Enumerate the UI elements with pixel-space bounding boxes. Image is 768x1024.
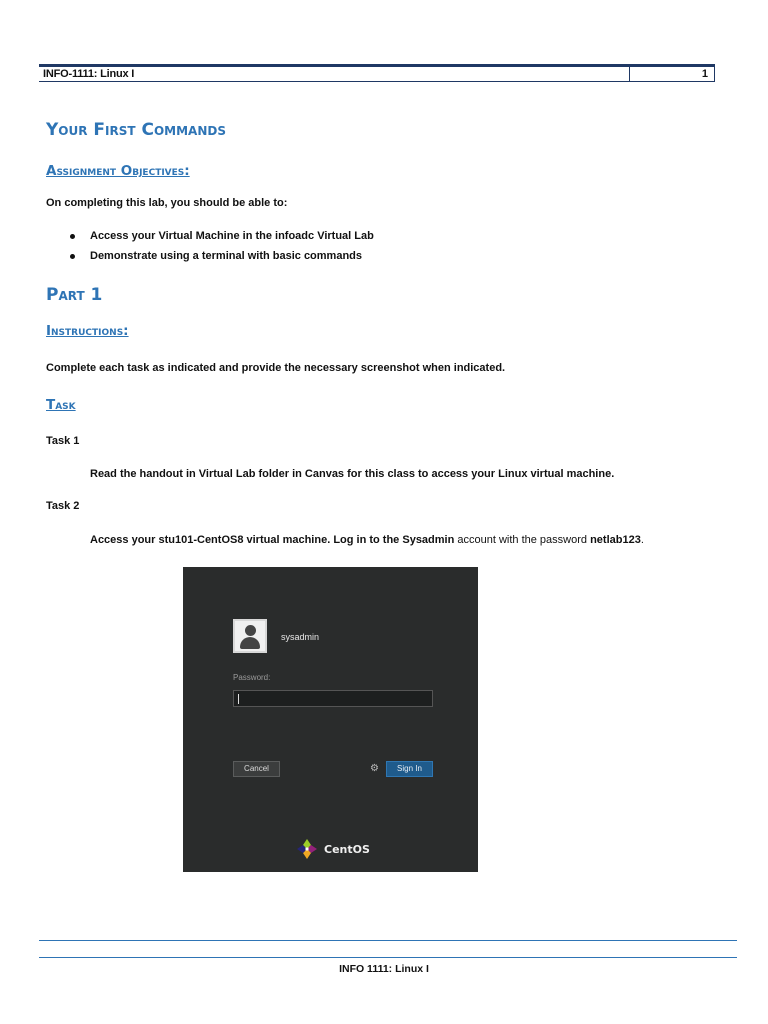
login-screenshot xyxy=(183,567,478,872)
task2-account: Sysadmin xyxy=(402,534,455,546)
objective-item xyxy=(70,230,374,250)
gear-icon[interactable]: ⚙ xyxy=(370,763,379,774)
header-page-box xyxy=(629,64,715,82)
page-header xyxy=(39,64,715,82)
instructions-text: Complete each task as indicated and provide the necessary screenshot when indicated. xyxy=(46,362,506,374)
centos-brand: CentOS xyxy=(324,843,370,856)
task2-text xyxy=(90,534,644,546)
user-avatar-icon xyxy=(233,619,267,653)
sign-in-button[interactable]: Sign In xyxy=(386,761,433,777)
task2-label: Task 2 xyxy=(46,500,80,512)
objectives-intro: On completing this lab, you should be able to: xyxy=(46,197,288,209)
objective-text: Access your Virtual Machine in the infoadc Virtual Lab xyxy=(90,230,374,242)
part1-heading: Part 1 xyxy=(46,285,103,305)
password-field[interactable] xyxy=(233,690,433,707)
cancel-button[interactable]: Cancel xyxy=(233,761,280,777)
objectives-heading: Assignment Objectives: xyxy=(46,163,190,179)
footer-text: INFO 1111: Linux I xyxy=(339,963,429,975)
bullet-icon xyxy=(70,234,75,239)
header-title: INFO-1111: Linux I xyxy=(43,68,135,80)
task2-prefix: Access your stu101-CentOS8 virtual machine. Log in to the xyxy=(90,534,403,546)
footer-rule-bottom xyxy=(39,957,737,958)
task-heading: Task xyxy=(46,397,76,413)
task2-password: netlab123 xyxy=(590,534,641,546)
page-number: 1 xyxy=(701,68,708,80)
bullet-icon xyxy=(70,254,75,259)
task2-suffix: . xyxy=(640,534,644,546)
task2-middle: account with the password xyxy=(454,534,591,546)
text-caret xyxy=(238,694,239,704)
login-username: sysadmin xyxy=(281,632,320,642)
centos-logo-icon xyxy=(296,838,318,860)
password-label: Password: xyxy=(233,673,271,682)
objectives-list xyxy=(70,230,374,270)
footer-rule-top xyxy=(39,940,737,941)
task1-text: Read the handout in Virtual Lab folder in Canvas for this class to access your Linux virtual machine. xyxy=(90,468,615,480)
document-title: Your First Commands xyxy=(46,120,226,140)
objective-text: Demonstrate using a terminal with basic commands xyxy=(90,250,363,262)
instructions-heading: Instructions: xyxy=(46,323,129,339)
objective-item xyxy=(70,250,374,270)
task1-label: Task 1 xyxy=(46,435,80,447)
